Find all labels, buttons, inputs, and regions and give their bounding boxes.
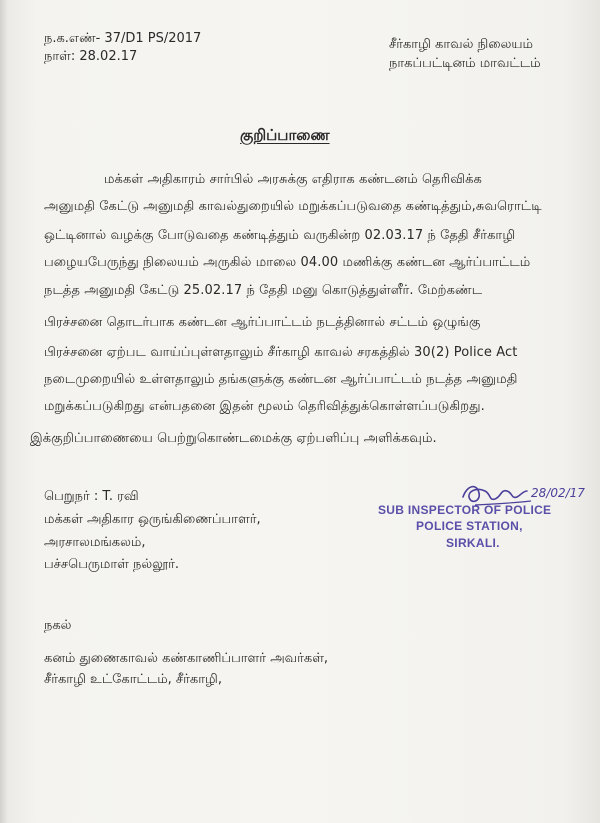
body-line: பிரச்சனை தொடர்பாக கண்டன ஆர்ப்பாட்டம் நடத்தினால் சட்டம் ஒழுங்கு: [44, 315, 481, 330]
recipient-role: மக்கள் அதிகார ஒருங்கிணைப்பாளர்,: [44, 512, 261, 527]
body-line: நடைமுறையில் உள்ளதாலும் தங்களுக்கு கண்டன ஆர்ப்பாட்டம் நடத்த அனுமதி: [44, 372, 518, 387]
recipient-address-2: பச்சபெருமாள் நல்லூர்.: [44, 557, 179, 572]
page-edge-shadow: [0, 0, 8, 823]
copy-recipient-2: சீர்காழி உட்கோட்டம், சீர்காழி,: [44, 672, 222, 687]
recipient-name: பெறுநர் : T. ரவி: [44, 489, 139, 504]
signature-date: 28/02/17: [531, 486, 585, 500]
reference-number: ந.க.எண்- 37/D1 PS/2017: [44, 31, 202, 46]
stamp-station: POLICE STATION,: [416, 519, 523, 533]
body-line: நடத்த அனுமதி கேட்டு 25.02.17 ந் தேதி மனு கொடுத்துள்ளீர். மேற்கண்ட: [44, 283, 483, 298]
body-line: ஒட்டினால் வழக்கு போடுவதை கண்டித்தும் வருகின்ற 02.03.17 ந் தேதி சீர்காழி: [44, 228, 516, 243]
copy-recipient-1: கனம் துணைகாவல் கண்காணிப்பாளர் அவர்கள்,: [44, 651, 329, 666]
police-stamp: [360, 495, 590, 565]
stamp-title: SUB INSPECTOR OF POLICE: [378, 503, 552, 517]
memo-title: குறிப்பாணை: [240, 126, 330, 144]
issuing-district: நாகப்பட்டினம் மாவட்டம்: [389, 56, 541, 71]
issuing-office: சீர்காழி காவல் நிலையம்: [389, 37, 533, 52]
stamp-location: SIRKALI.: [446, 536, 500, 550]
body-line: அனுமதி கேட்டு அனுமதி காவல்துறையில் மறுக்கப்படுவதை கண்டித்தும்,சுவரொட்டி: [44, 199, 542, 214]
copy-label: நகல்: [44, 618, 72, 633]
body-line: மக்கள் அதிகாரம் சார்பில் அரசுக்கு எதிராக கண்டனம் தெரிவிக்க: [104, 172, 482, 187]
document-date: நாள்: 28.02.17: [44, 49, 138, 64]
acknowledgement-line: இக்குறிப்பாணையை பெற்றுகொண்டமைக்கு ஏற்பளிப்பு அளிக்கவும்.: [30, 431, 437, 446]
body-line: பிரச்சனை ஏற்பட வாய்ப்புள்ளதாலும் சீர்காழி காவல் சரகத்தில் 30(2) Police Act: [44, 345, 518, 360]
body-line: மறுக்கப்படுகிறது என்பதனை இதன் மூலம் தெரிவித்துக்கொள்ளப்படுகிறது.: [44, 399, 485, 414]
recipient-address-1: அரசாலமங்கலம்,: [44, 535, 146, 550]
body-line: பழையபேருந்து நிலையம் அருகில் மாலை 04.00 மணிக்கு கண்டன ஆர்ப்பாட்டம்: [44, 255, 531, 270]
